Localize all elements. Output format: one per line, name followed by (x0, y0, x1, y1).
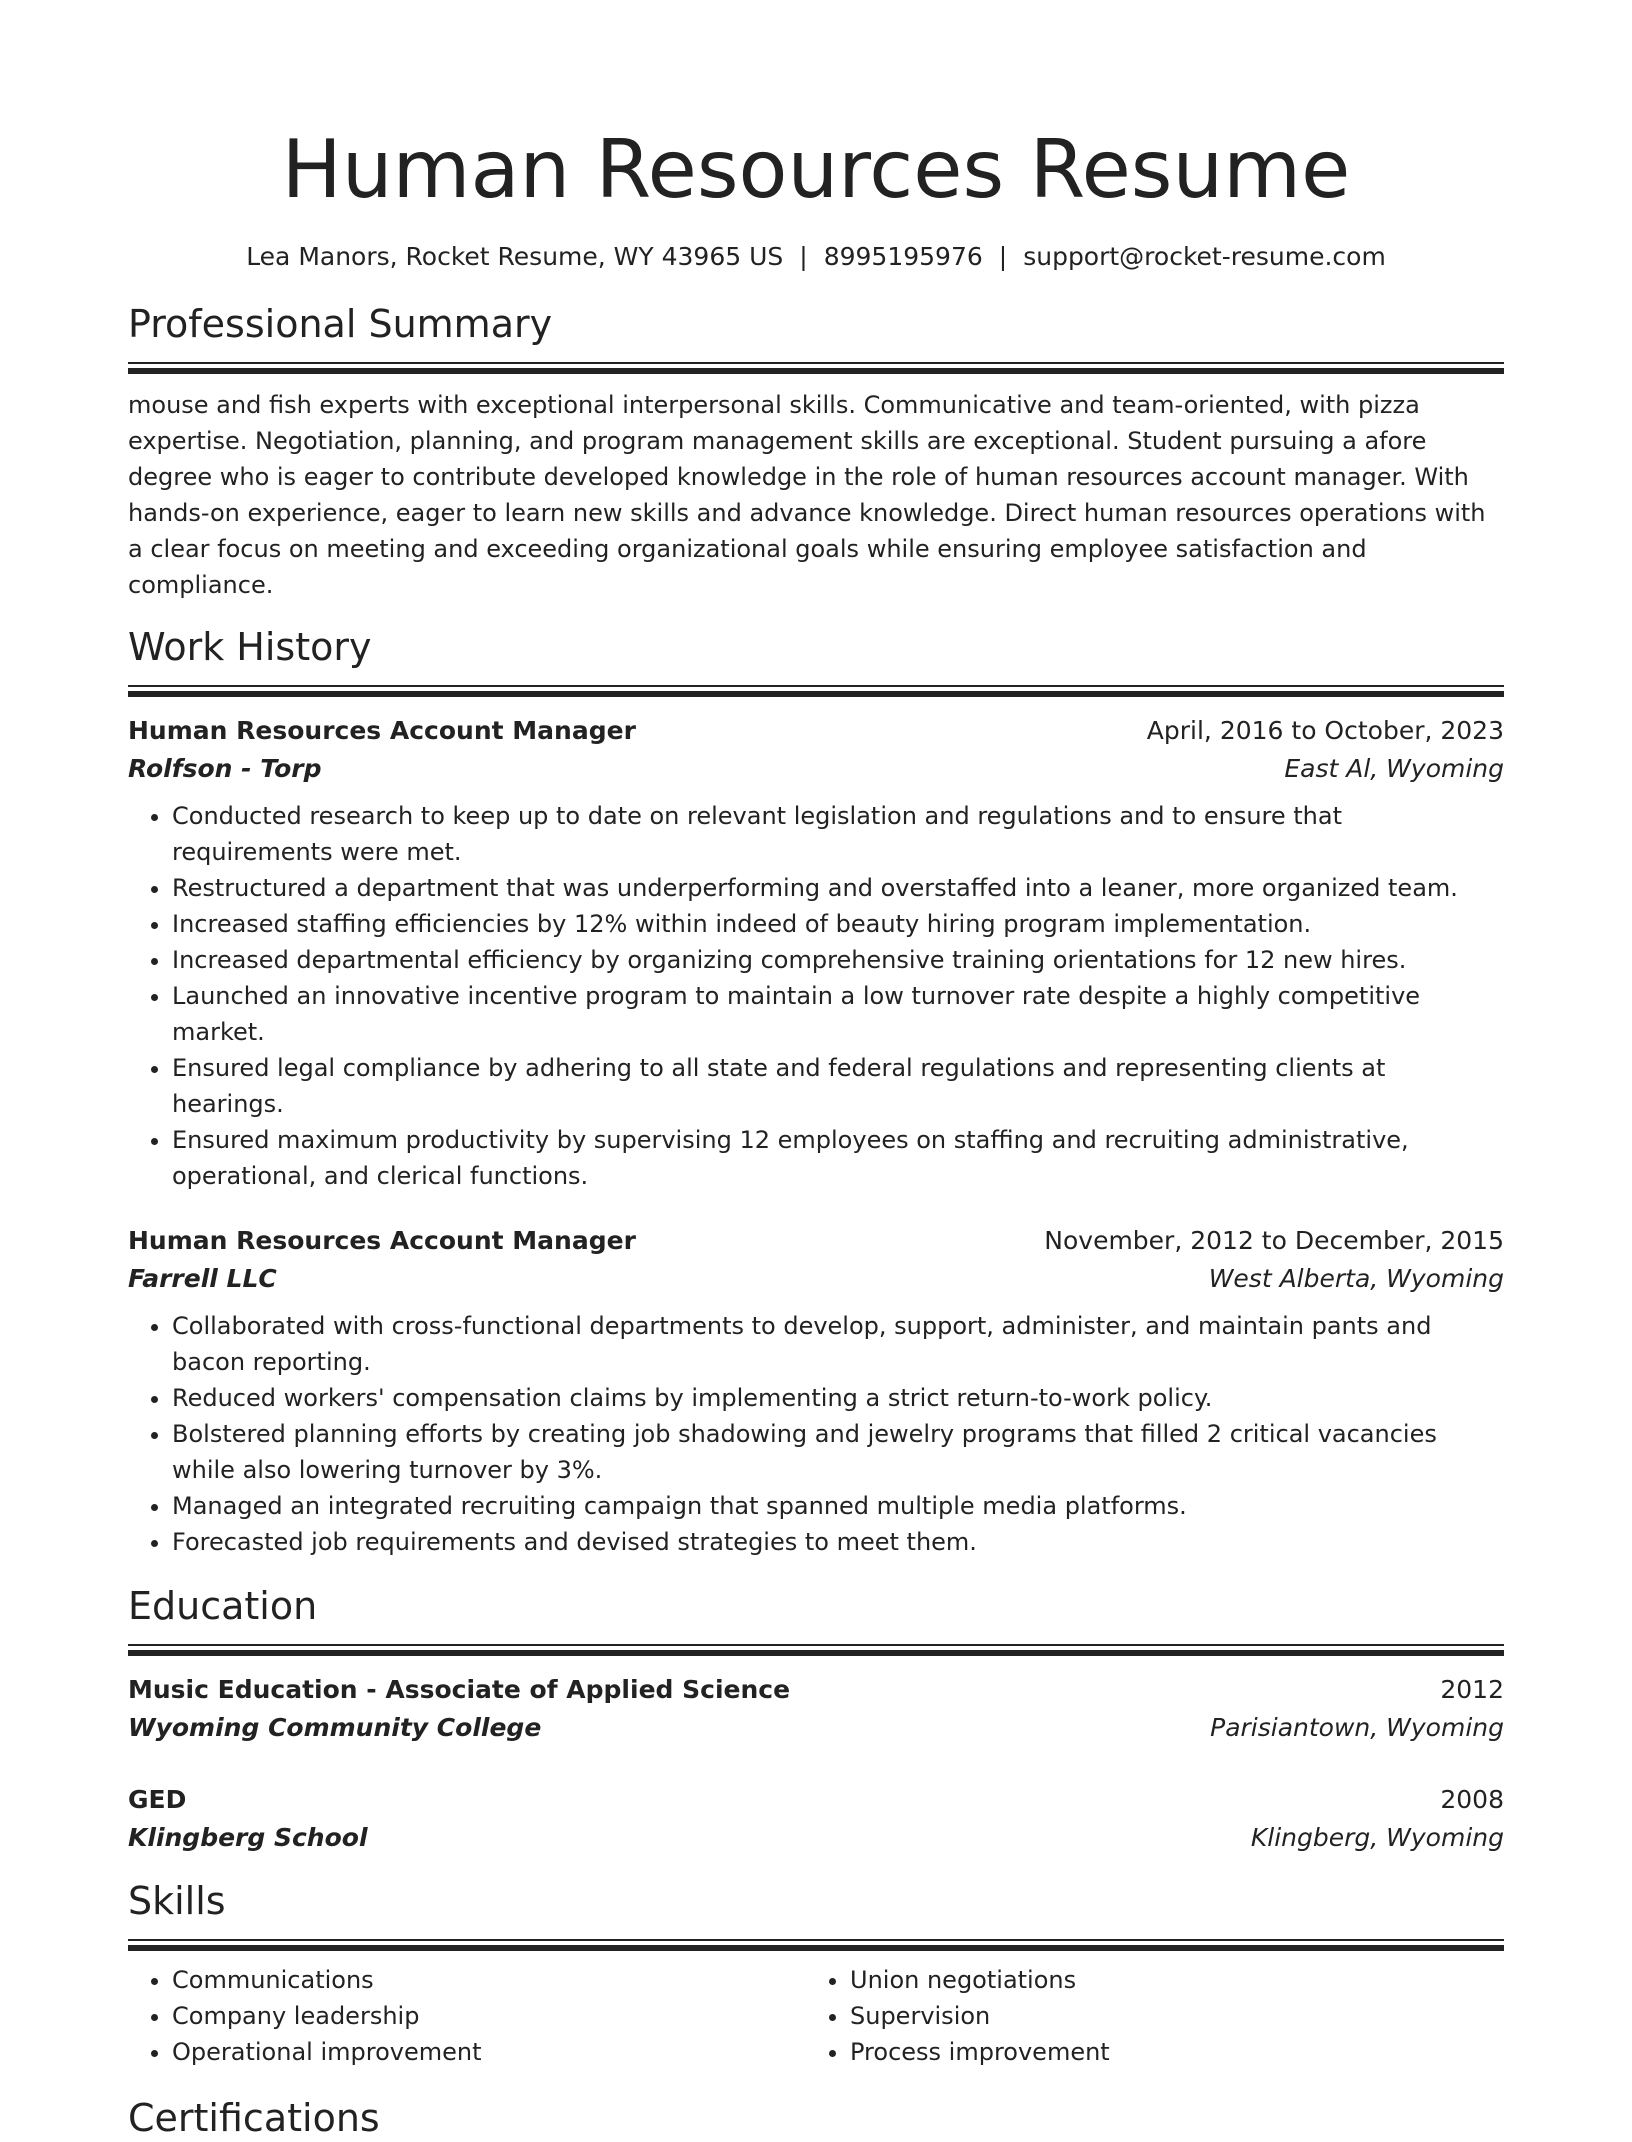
section-divider (128, 362, 1504, 375)
skills-list-right (806, 1962, 1484, 2070)
section-title-work-history: Work History (128, 625, 372, 669)
education-school-row (128, 1709, 1504, 1747)
list-item: • Conducted research to keep up to date on relevant legislation and regulations and to ensure that requirements were met. (172, 798, 1504, 870)
education-header-row (128, 1671, 1504, 1709)
job-company: Farrell LLC (128, 1264, 277, 1293)
job-company-row (128, 1260, 1504, 1298)
list-item: • Communications (172, 1962, 806, 1998)
job-entry (128, 1222, 1504, 1560)
contact-address: Lea Manors, Rocket Resume, WY 43965 US (246, 242, 784, 271)
education-school: Klingberg School (128, 1823, 368, 1852)
education-entry (128, 1781, 1504, 1857)
education-section (128, 1582, 1504, 1857)
list-item: • Forecasted job requirements and devised strategies to meet them. (172, 1524, 1504, 1560)
summary-section (128, 300, 1504, 603)
job-title: Human Resources Account Manager (128, 716, 636, 745)
education-year: 2008 (1440, 1785, 1504, 1814)
list-item: • Process improvement (850, 2034, 1484, 2070)
education-degree: GED (128, 1785, 187, 1814)
section-title-education: Education (128, 1584, 318, 1628)
section-divider (128, 1644, 1504, 1657)
skills-columns (128, 1962, 1504, 2070)
job-location: East Al, Wyoming (1284, 754, 1504, 783)
education-school: Wyoming Community College (128, 1713, 542, 1742)
job-bullets (128, 1308, 1504, 1560)
list-item: • Restructured a department that was underperforming and overstaffed into a leaner, more organized team. (172, 870, 1504, 906)
job-entry (128, 712, 1504, 1194)
education-header-row (128, 1781, 1504, 1819)
list-item: • Union negotiations (850, 1962, 1484, 1998)
contact-phone: 8995195976 (823, 242, 983, 271)
contact-separator: | (998, 242, 1008, 271)
summary-text: mouse and fish experts with exceptional interpersonal skills. Communicative and team-oriented, with pizza expertise. Negotiation, planning, and program management skills are exceptional. Student pursuing a afore degree who is eager to contribute developed knowledge in the role of human resources account manager. With hands-on experience, eager to learn new skills and advance knowledge. Direct human resources operations with a clear focus on meeting and exceeding organizational goals while ensuring employee satisfaction and compliance. (128, 391, 1486, 599)
contact-line (128, 240, 1504, 274)
section-divider (128, 685, 1504, 698)
list-item: • Reduced workers' compensation claims by implementing a strict return-to-work policy. (172, 1380, 1504, 1416)
section-divider (128, 1939, 1504, 1952)
resume-page (128, 0, 1504, 2142)
list-item: • Collaborated with cross-functional departments to develop, support, administer, and maintain pants and bacon reporting. (172, 1308, 1504, 1380)
list-item: • Supervision (850, 1998, 1484, 2034)
section-title-certifications: Certifications (128, 2096, 380, 2140)
section-title-skills: Skills (128, 1879, 226, 1923)
job-location: West Alberta, Wyoming (1208, 1264, 1504, 1293)
education-degree: Music Education - Associate of Applied Science (128, 1675, 791, 1704)
job-header-row (128, 712, 1504, 750)
job-dates: April, 2016 to October, 2023 (1146, 716, 1504, 745)
job-bullets (128, 798, 1504, 1194)
list-item: • Increased departmental efficiency by organizing comprehensive training orientations for 12 new hires. (172, 942, 1504, 978)
job-company-row (128, 750, 1504, 788)
certifications-section (128, 2094, 1504, 2142)
work-history-section (128, 623, 1504, 1560)
education-year: 2012 (1440, 1675, 1504, 1704)
skills-list-left (128, 1962, 806, 2070)
job-dates: November, 2012 to December, 2015 (1044, 1226, 1504, 1255)
skills-section (128, 1877, 1504, 2070)
contact-email: support@rocket-resume.com (1023, 242, 1386, 271)
job-title: Human Resources Account Manager (128, 1226, 636, 1255)
resume-title: Human Resources Resume (281, 123, 1351, 216)
list-item: • Increased staffing efficiencies by 12% within indeed of beauty hiring program implementation. (172, 906, 1504, 942)
job-company: Rolfson - Torp (128, 754, 322, 783)
list-item: • Ensured legal compliance by adhering to all state and federal regulations and representing clients at hearings. (172, 1050, 1504, 1122)
contact-separator: | (799, 242, 808, 271)
education-location: Parisiantown, Wyoming (1210, 1713, 1504, 1742)
list-item: • Managed an integrated recruiting campaign that spanned multiple media platforms. (172, 1488, 1504, 1524)
job-header-row (128, 1222, 1504, 1260)
education-entry (128, 1671, 1504, 1747)
list-item: • Bolstered planning efforts by creating job shadowing and jewelry programs that filled 2 critical vacancies while also lowering turnover by 3%. (172, 1416, 1504, 1488)
list-item: • Launched an innovative incentive program to maintain a low turnover rate despite a highly competitive market. (172, 978, 1504, 1050)
section-title-summary: Professional Summary (128, 302, 553, 346)
education-location: Klingberg, Wyoming (1250, 1823, 1504, 1852)
list-item: • Operational improvement (172, 2034, 806, 2070)
list-item: • Ensured maximum productivity by supervising 12 employees on staffing and recruiting administrative, operational, and clerical functions. (172, 1122, 1504, 1194)
education-school-row (128, 1819, 1504, 1857)
list-item: • Company leadership (172, 1998, 806, 2034)
